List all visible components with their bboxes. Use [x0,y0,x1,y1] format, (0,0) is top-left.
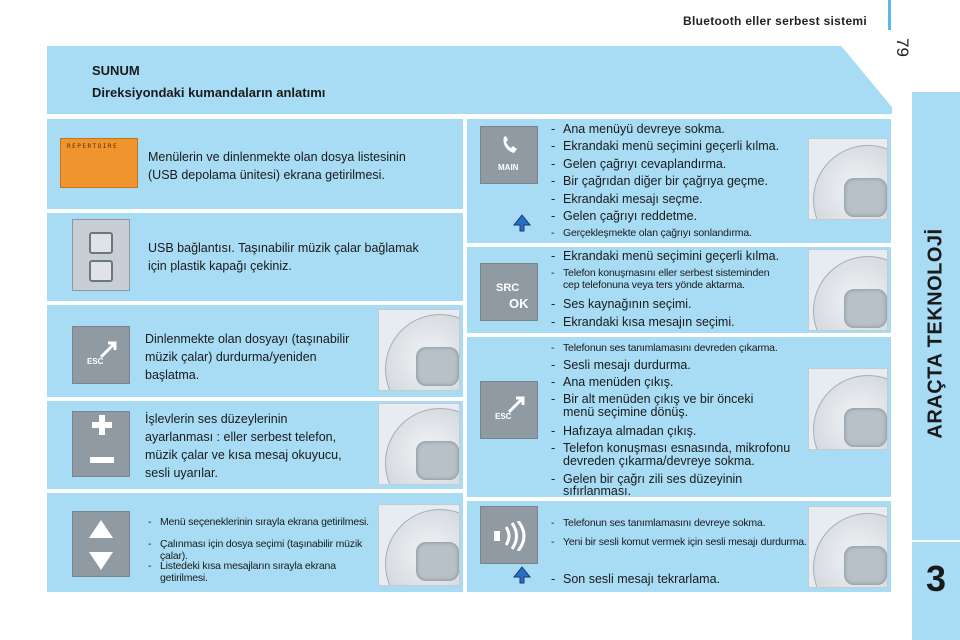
list-item-text: Çalınması için dosya seçimi (taşınabilir müzik çalar). [160,538,363,562]
arrow-up-icon [89,520,113,538]
list-item: - Hafızaya almadan çıkış. [551,424,697,438]
steering-wheel-icon [813,513,888,588]
main-label: MAIN [498,163,519,172]
list-item: - Gelen çağrıyı cevaplandırma. [551,157,727,171]
volume-description [145,410,380,482]
list-item: - Gelen bir çağrı zili ses düzeyinin [551,472,743,486]
list-item: - Ana menüyü devreye sokma. [551,122,725,136]
list-item: - Telefon konuşması esnasında, mikrofonu [551,441,791,455]
steering-wheel-photo [378,403,460,485]
src-ok-button-icon [480,263,538,321]
esc-description [145,330,380,384]
list-item-text: Bir çağrıdan diğer bir çağrıya geçme. [563,174,768,188]
hand-press-icon [512,566,532,582]
phone-handset-icon [500,135,520,155]
list-item: - Çalınması için dosya seçimi (taşınabilir müzik çalar). [148,538,363,562]
list-item: - Ekrandaki menü seçimini geçerli kılma. [551,139,780,153]
text-line: sesli uyarılar. [145,466,218,480]
list-item: - Yeni bir sesli komut vermek için sesli mesajı durdurma. [551,536,807,548]
list-item: - Ana menüden çıkış. [551,375,674,389]
list-item-text: Son sesli mesajı tekrarlama. [563,572,721,586]
repertoire-button-icon [60,138,138,188]
src-label: SRC [496,282,520,294]
plus-minus-icon [72,411,130,477]
repertoire-label: REPERTOIRE [67,143,119,150]
repertoire-description [148,148,458,184]
list-item-text: Hafızaya almadan çıkış. [563,424,697,438]
text-line: için plastik kapağı çekiniz. [148,259,292,273]
exit-arrow-icon [507,394,527,414]
list-item-text: Telefonun ses tanımlamasını devreye sokma. [563,517,766,529]
steering-wheel-photo [808,249,888,331]
steering-wheel-photo [378,309,460,391]
list-item-text: Sesli mesajı durdurma. [563,358,691,372]
steering-wheel-photo [808,138,888,220]
steering-wheel-icon [385,509,460,586]
section-banner [47,46,892,114]
esc-button-icon [72,326,130,384]
usb-port-icon [72,219,130,291]
text-line: Menülerin ve dinlenmekte olan dosya listesinin [148,150,406,164]
steering-wheel-icon [813,256,888,331]
list-item: - Son sesli mesajı tekrarlama. [551,572,721,586]
minus-bar [90,457,114,463]
usb-description [148,239,458,275]
list-item-text: Gelen bir çağrı zili ses düzeyinin [563,472,743,486]
steering-wheel-photo [808,506,888,588]
list-item: - Listedeki kısa mesajların sırayla ekrana getirilmesi. [148,560,336,584]
list-item-text: Gelen çağrıyı cevaplandırma. [563,157,727,171]
text-line: (USB depolama ünitesi) ekrana getirilmesi. [148,168,385,182]
list-item: - Telefon konuşmasını eller serbest sisteminden [551,267,770,279]
section-title: SUNUM [92,63,140,78]
list-item-text: devreden çıkarma/devreye sokma. [563,454,755,468]
list-item: - Bir çağrıdan diğer bir çağrıya geçme. [551,174,768,188]
main-button-icon [480,126,538,184]
steering-wheel-icon [813,145,888,220]
esc-label: ESC [87,357,104,366]
list-item-text: Ekrandaki menü seçimini geçerli kılma. [563,249,780,263]
list-item-text: cep telefonuna veya ters yönde aktarma. [563,279,745,291]
list-item-text: Ana menüden çıkış. [563,375,674,389]
steering-wheel-icon [813,375,888,450]
usb-slot [89,260,113,282]
text-line: ayarlanması : eller serbest telefon, [145,430,337,444]
up-down-arrows-icon [72,511,130,577]
usb-slot [89,232,113,254]
list-item: - Menü seçeneklerinin sırayla ekrana getirilmesi. [148,516,369,528]
list-item: - Gelen çağrıyı reddetme. [551,209,698,223]
list-item-continued [563,484,803,498]
steering-wheel-photo [808,368,888,450]
list-item: - Telefonun ses tanımlamasını devreden çıkarma. [551,342,778,354]
chapter-number: 3 [925,558,947,599]
text-line: İşlevlerin ses düzeylerinin [145,412,288,426]
text-line: müzik çalar ve kısa mesaj okuyucu, [145,448,342,462]
arrow-down-icon [89,552,113,570]
list-item: - Bir alt menüden çıkış ve bir önceki [551,392,754,406]
list-item-text: Bir alt menüden çıkış ve bir önceki [563,392,754,406]
list-item-continued [563,279,813,291]
running-header: Bluetooth eller serbest sistemi [683,14,868,28]
list-item-text: Ses kaynağının seçimi. [563,297,692,311]
esc-label: ESC [495,412,512,421]
voice-command-icon [480,506,538,564]
list-item-text: sıfırlanması. [563,484,632,498]
list-item-text: Ekrandaki mesajı seçme. [563,192,703,206]
list-item-text: Telefon konuşması esnasında, mikrofonu [563,441,791,455]
exit-arrow-icon [99,339,119,359]
plus-bar-v [99,415,105,435]
list-item-text: Ekrandaki kısa mesajın seçimi. [563,315,735,329]
list-item-text: Gerçekleşmekte olan çağrıyı sonlandırma. [563,227,752,239]
page-number: 79 [893,38,912,57]
steering-wheel-icon [385,408,460,485]
ok-label: OK [509,296,529,311]
esc-button-icon [480,381,538,439]
list-item-text: menü seçimine dönüş. [563,405,689,419]
list-item-text: Gelen çağrıyı reddetme. [563,209,698,223]
chapter-title: ARAÇTA TEKNOLOJİ [924,228,947,439]
list-item: - Ekrandaki kısa mesajın seçimi. [551,315,735,329]
section-subtitle: Direksiyondaki kumandaların anlatımı [92,85,326,100]
list-item-continued [563,454,803,468]
list-item: - Ekrandaki mesajı seçme. [551,192,703,206]
list-item-continued [563,405,803,419]
text-line: başlatma. [145,368,200,382]
list-item-text: Yeni bir sesli komut vermek için sesli mesajı durdurma. [563,536,807,548]
chapter-divider [912,540,960,542]
list-item-text: Telefon konuşmasını eller serbest sisteminden [563,267,770,279]
list-item-text: Ekrandaki menü seçimini geçerli kılma. [563,139,780,153]
list-item: - Ekrandaki menü seçimini geçerli kılma. [551,249,780,263]
text-line: Dinlenmekte olan dosyayı (taşınabilir [145,332,350,346]
text-line: USB bağlantısı. Taşınabilir müzik çalar bağlamak [148,241,419,255]
list-item-text: Telefonun ses tanımlamasını devreden çıkarma. [563,342,778,354]
sound-waves-icon [488,521,532,551]
steering-wheel-photo [378,504,460,586]
text-line: müzik çalar) durdurma/yeniden [145,350,317,364]
list-item: - Ses kaynağının seçimi. [551,297,692,311]
steering-wheel-icon [385,314,460,391]
list-item-text: Ana menüyü devreye sokma. [563,122,725,136]
list-item-text: Listedeki kısa mesajların sırayla ekrana getirilmesi. [160,560,336,584]
list-item: - Telefonun ses tanımlamasını devreye sokma. [551,517,766,529]
header-divider [888,0,891,30]
hand-press-icon [512,214,532,230]
list-item-text: Menü seçeneklerinin sırayla ekrana getirilmesi. [160,516,369,528]
list-item: - Gerçekleşmekte olan çağrıyı sonlandırma. [551,227,752,239]
list-item: - Sesli mesajı durdurma. [551,358,691,372]
